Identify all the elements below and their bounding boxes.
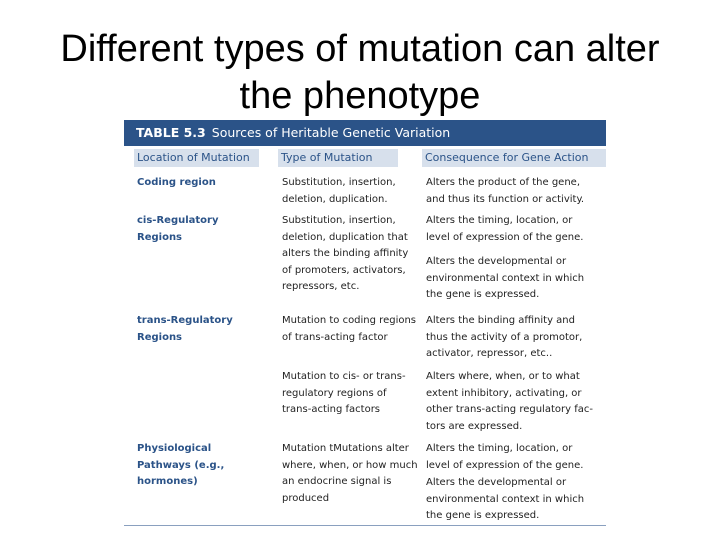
cell-line: extent inhibitory, activating, or	[426, 387, 582, 399]
column-header-location: Location of Mutation	[134, 149, 259, 167]
cell-line: the gene is expressed.	[426, 510, 540, 521]
cell-consequence-physiological-2	[426, 475, 584, 525]
cell-type-cis	[282, 213, 408, 296]
slide-title-line-1: Different types of mutation can alter	[60, 28, 660, 70]
cell-line: Alters the timing, location, or	[426, 443, 573, 454]
cell-line: and thus its function or activity.	[426, 193, 585, 205]
cell-line: level of expression of the gene.	[426, 231, 584, 243]
cell-location-trans	[137, 313, 233, 346]
table-caption-bar	[124, 120, 606, 146]
cell-line: level of expression of the gene.	[426, 459, 584, 471]
cell-line: Substitution, insertion,	[282, 215, 396, 226]
cell-line: Regions	[137, 231, 183, 243]
cell-type-trans-1	[282, 313, 416, 346]
cell-line: Substitution, insertion,	[282, 177, 396, 188]
cell-line: Alters where, when, or to what	[426, 371, 580, 382]
cell-location-coding	[137, 175, 216, 192]
cell-line: of trans-acting factor	[282, 331, 388, 343]
cell-type-physiological	[282, 441, 418, 507]
cell-line: an endocrine signal is	[282, 476, 392, 487]
cell-line: tors are expressed.	[426, 420, 523, 432]
cell-line: alters the binding affinity	[282, 248, 409, 259]
table-number: TABLE 5.3	[136, 125, 206, 140]
cell-line: deletion, duplication that	[282, 231, 408, 243]
cell-consequence-coding	[426, 175, 584, 208]
cell-consequence-cis-2	[426, 254, 584, 304]
cell-line: Physiological	[137, 443, 212, 454]
column-header-consequence: Consequence for Gene Action	[422, 149, 606, 167]
cell-line: trans-acting factors	[282, 404, 381, 415]
cell-line: repressors, etc.	[282, 281, 360, 292]
cell-line: Alters the timing, location, or	[426, 215, 573, 226]
cell-line: produced	[282, 492, 330, 504]
cell-line: environmental context in which	[426, 272, 585, 284]
cell-line: Coding region	[137, 177, 216, 188]
cell-line: Alters the binding affinity and	[426, 315, 575, 326]
slide-title-line-2: the phenotype	[239, 75, 481, 117]
cell-consequence-physiological-1	[426, 441, 583, 474]
table-caption: Sources of Heritable Genetic Variation	[211, 125, 451, 140]
cell-location-physiological	[137, 441, 224, 491]
cell-line: hormones)	[137, 476, 198, 487]
cell-consequence-trans-2	[426, 369, 593, 435]
table-bottom-rule	[124, 525, 606, 526]
cell-line: other trans-acting regulatory fac-	[426, 404, 593, 415]
cell-consequence-trans-1	[426, 313, 582, 363]
cell-line: Alters the developmental or	[426, 477, 567, 488]
cell-line: activator, repressor, etc..	[426, 348, 553, 359]
genetic-variation-table	[124, 120, 606, 527]
cell-type-trans-2	[282, 369, 406, 419]
cell-line: deletion, duplication.	[282, 193, 388, 205]
cell-line: Mutation to cis- or trans-	[282, 371, 406, 382]
cell-location-cis	[137, 213, 219, 246]
cell-line: Alters the product of the gene,	[426, 177, 580, 188]
cell-line: trans-Regulatory	[137, 315, 233, 326]
cell-line: Alters the developmental or	[426, 256, 567, 267]
slide-title	[0, 26, 720, 120]
column-header-type: Type of Mutation	[278, 149, 398, 167]
cell-line: Regions	[137, 331, 183, 343]
cell-line: of promoters, activators,	[282, 264, 406, 276]
cell-type-coding	[282, 175, 396, 208]
cell-line: environmental context in which	[426, 493, 585, 505]
cell-line: regulatory regions of	[282, 387, 387, 399]
cell-line: thus the activity of a promotor,	[426, 331, 583, 343]
cell-line: Pathways (e.g.,	[137, 459, 225, 471]
cell-line: Mutation to coding regions	[282, 315, 417, 326]
cell-consequence-cis-1	[426, 213, 583, 246]
cell-line: where, when, or how much	[282, 459, 418, 471]
cell-line: cis-Regulatory	[137, 215, 219, 226]
cell-line: the gene is expressed.	[426, 289, 540, 300]
cell-line: Mutation tMutations alter	[282, 443, 409, 454]
